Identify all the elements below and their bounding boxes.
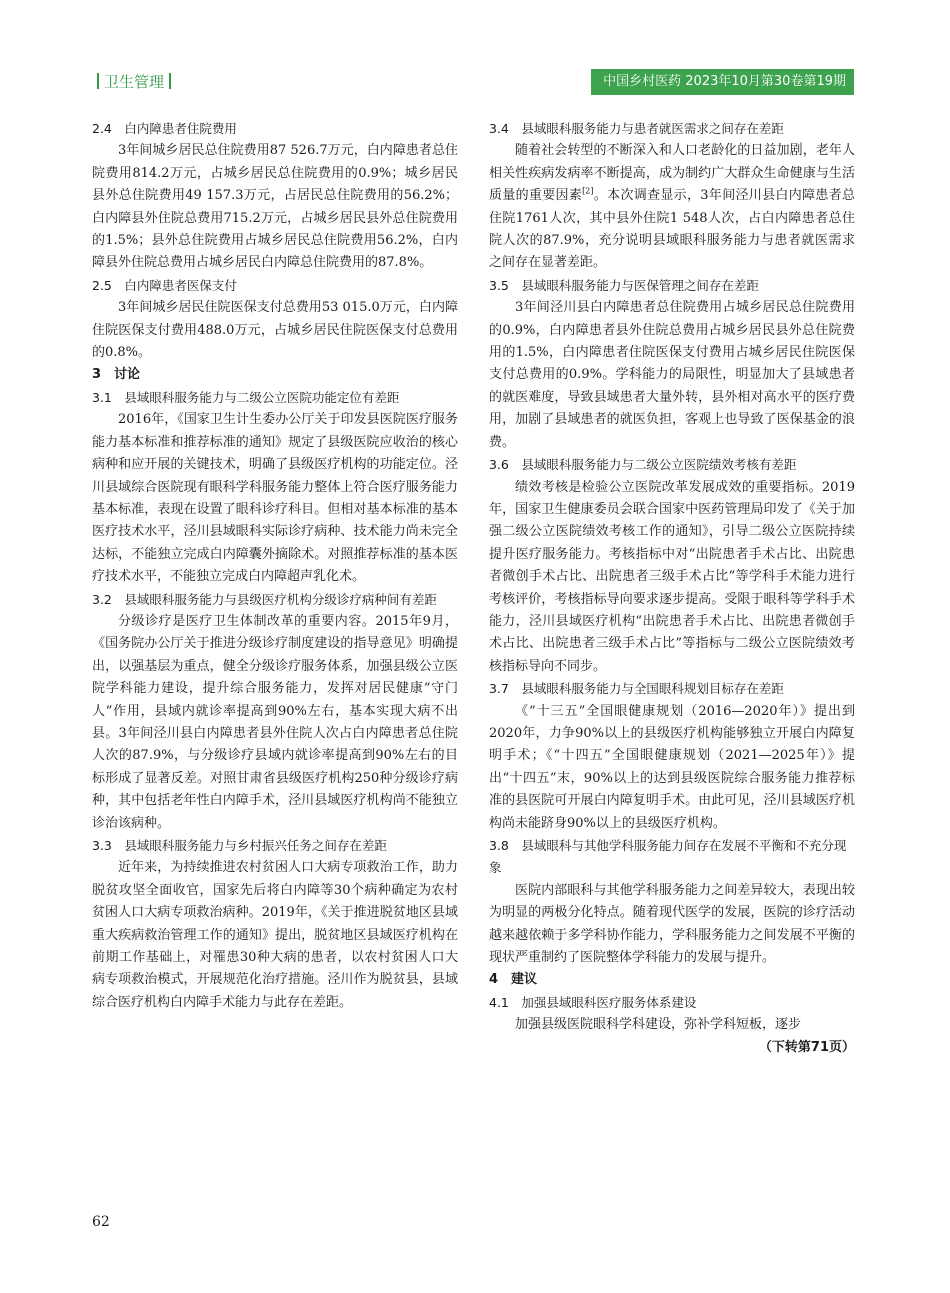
text: 随着社会转型的不断深入和人口老龄化的日益加剧，老年人相关性疾病发病率不断提高，成为制约广大群众生命健康与生活质量的重要因素	[489, 143, 855, 204]
text: 3.8 县域眼科与其他学科服务能力间存在发展不平衡和不充分现象	[489, 838, 847, 876]
text: 3年间泾川县白内障患者总住院费用占城乡居民总住院费用的0.9%，白内障患者县外住院总费用占城乡居民县外总住院费用的1.5%，白内障患者住院医保支付费用占城乡居民住院医保支付总费用的0.9%。学科能力的局限性，明显加大了县域患者的就医难度，导致县域患者大量外转，县外相对高水平的医疗费用，加剧了县域患者的就医负担，客观上也导致了医保基金的浪费。	[489, 300, 855, 450]
text: 3.1 县域眼科服务能力与二级公立医院功能定位有差距	[92, 389, 400, 405]
text: 医院内部眼科与其他学科服务能力之间差异较大，表现出较为明显的两极分化特点。随着现代医学的发展，医院的诊疗活动越来越依赖于多学科协作能力，学科服务能力之间发展不平衡的现状严重制约了医院整体学科能力的发展与提升。	[489, 882, 855, 966]
text: 绩效考核是检验公立医院改革发展成效的重要指标。2019年，国家卫生健康委员会联合国家中医药管理局印发了《关于加强二级公立医院绩效考核工作的通知》，引导二级公立医院持续提升医疗服务能力。考核指标中对“出院患者手术占比、出院患者微创手术占比、出院患者三级手术占比”等学科手术能力进行考核评价，考核指标导向要求逐步提高。受限于眼科等学科手术能力，泾川县域医疗机构“出院患者手术占比、出院患者微创手术占比、出院患者三级手术占比”等指标与二级公立医院绩效考核指标导向不同步。	[489, 479, 855, 674]
section-heading	[489, 454, 855, 476]
section-heading	[489, 678, 855, 700]
text: 4 建议	[489, 972, 538, 988]
paragraph	[489, 1014, 855, 1036]
text: 《“十三五”全国眼健康规划（2016—2020年）》提出到2020年，力争90%以上的县级医疗机构能够独立开展白内障复明手术；《“十四五”全国眼健康规划（2021—2025年）》提出“十四五”末，90%以上的达到县级医院综合服务能力推荐标准的县医院可开展白内障复明手术。由此可见，泾川县域医疗机构尚未能跻身90%以上的县级医疗机构。	[489, 703, 855, 831]
paragraph	[92, 409, 458, 588]
text: 2016年，《国家卫生计生委办公厅关于印发县医院医疗服务能力基本标准和推荐标准的通知》规定了县级医院应收治的核心病种和应开展的关键技术，明确了县级医疗机构的功能定位。泾川县域综合医院现有眼科学科服务能力整体上符合医疗服务能力基本标准，表现在设置了眼科诊疗科目。但相对基本标准的基本医疗技术水平，泾川县域眼科实际诊疗病种、技术能力尚未完全达标，不能独立完成白内障囊外摘除术。对照推荐标准的基本医疗技术水平，不能独立完成白内障超声乳化术。	[92, 412, 458, 585]
citation-ref[interactable]: [2]	[582, 186, 594, 196]
text: 2.5 白内障患者医保支付	[92, 277, 237, 293]
text: 3.2 县域眼科服务能力与县级医疗机构分级诊疗病种间有差距	[92, 591, 437, 607]
text: 近年来，为持续推进农村贫困人口大病专项救治工作，助力脱贫攻坚全面收官，国家先后将白内障等30个病种确定为农村贫困人口大病专项救治病种。2019年，《关于推进脱贫地区县域重大疾病救治管理工作的通知》提出，脱贫地区县域医疗机构在前期工作基础上，对罹患30种大病的患者，以农村贫困人口大病专项救治模式，开展规范化治疗措施。泾川作为脱贫县，县域综合医疗机构白内障手术能力与此存在差距。	[92, 860, 458, 1010]
section-heading	[489, 835, 855, 880]
section-heading	[489, 275, 855, 297]
journal-info: 中国乡村医药 2023年10月第30卷第19期	[591, 69, 854, 95]
section-heading	[92, 387, 458, 409]
paragraph	[489, 701, 855, 835]
section-heading	[92, 835, 458, 857]
continued-note: （下转第71页）	[758, 1039, 855, 1055]
paragraph	[489, 477, 855, 679]
left-column	[92, 118, 458, 1014]
paragraph	[92, 857, 458, 1014]
text: 3.3 县域眼科服务能力与乡村振兴任务之间存在差距	[92, 838, 387, 853]
text: 分级诊疗是医疗卫生体制改革的重要内容。2015年9月，《国务院办公厅关于推进分级诊疗制度建设的指导意见》明确提出，以强基层为重点，健全分级诊疗服务体系，加强县级公立医院学科能力建设，提升综合服务能力，发挥对居民健康“守门人”作用，县域内就诊率提高到90%左右，基本实现大病不出县。3年间泾川县白内障患者县外住院人次占白内障患者总住院人次的87.9%，与分级诊疗县域内就诊率提高到90%左右的目标形成了显著反差。对照甘肃省县级医疗机构250种分级诊疗病种，其中包括老年性白内障手术，泾川县域医疗机构尚不能独立诊治该病种。	[92, 613, 458, 831]
page-number: 62	[92, 1214, 110, 1230]
paragraph	[489, 297, 855, 454]
section-tag	[92, 69, 176, 95]
section-heading	[489, 118, 855, 140]
text: 3.6 县域眼科服务能力与二级公立医院绩效考核有差距	[489, 457, 797, 473]
section-heading	[489, 992, 855, 1014]
paragraph	[92, 611, 458, 835]
text: 4.1 加强县域眼科医疗服务体系建设	[489, 994, 697, 1010]
paragraph	[489, 140, 855, 274]
text: 3.7 县域眼科服务能力与全国眼科规划目标存在差距	[489, 681, 784, 697]
tag-bar-left	[97, 73, 99, 89]
section-heading	[92, 118, 458, 140]
section-heading	[489, 969, 855, 991]
section-heading	[92, 589, 458, 611]
text: 3.5 县域眼科服务能力与医保管理之间存在差距	[489, 277, 759, 293]
paragraph	[92, 297, 458, 364]
text: 3.4 县域眼科服务能力与患者就医需求之间存在差距	[489, 121, 784, 136]
text-continued: 。本次调查显示，3年间泾川县白内障患者总住院1761人次，其中县外住院1 548人次，占白内障患者总住院人次的87.9%，充分说明县域眼科服务能力与患者就医需求之间存在显著差距。	[489, 188, 855, 271]
text: 3 讨论	[92, 367, 141, 383]
right-column	[489, 118, 855, 1059]
paragraph	[92, 140, 458, 274]
text: 3年间城乡居民总住院费用87 526.7万元，白内障患者总住院费用814.2万元，占城乡居民总住院费用的0.9%；城乡居民县外总住院费用49 157.3万元，占居民总住院费用的56.2%；白内障县外住院总费用715.2万元，占城乡居民县外总住院费用的1.5%；县外总住院费用占城乡居民总住院费用56.2%，白内障县外住院总费用占城乡居民白内障总住院费用的87.8%。	[92, 143, 458, 271]
section-heading	[92, 275, 458, 297]
running-header	[92, 69, 854, 95]
paragraph	[489, 880, 855, 970]
text: 加强县级医院眼科学科建设，弥补学科短板，逐步	[515, 1017, 802, 1033]
tag-bar-right	[169, 73, 171, 89]
section-heading	[92, 364, 458, 386]
section-label: 卫生管理	[104, 73, 165, 91]
text: 3年间城乡居民住院医保支付总费用53 015.0万元，白内障住院医保支付费用488.0万元，占城乡居民住院医保支付总费用的0.8%。	[92, 300, 458, 361]
text: 2.4 白内障患者住院费用	[92, 121, 237, 136]
